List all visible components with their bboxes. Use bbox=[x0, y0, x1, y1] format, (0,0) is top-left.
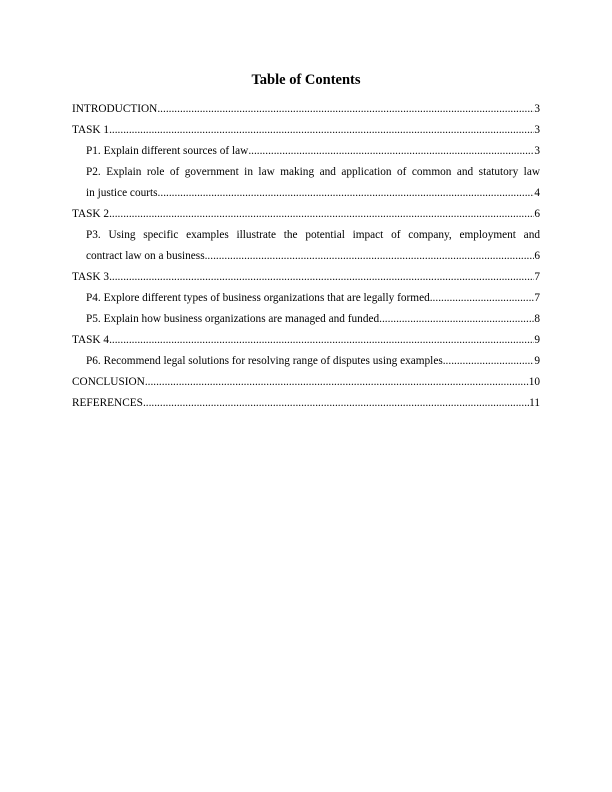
toc-entry-label: INTRODUCTION bbox=[72, 103, 158, 115]
dot-leader bbox=[157, 99, 534, 120]
toc-page-number: 6 bbox=[534, 250, 540, 262]
dot-leader bbox=[205, 246, 535, 267]
toc-entry-task-3[interactable] bbox=[72, 267, 540, 288]
toc-entry-label-line-2: contract law on a business bbox=[86, 250, 205, 262]
toc-page-number: 6 bbox=[534, 208, 540, 220]
toc-page-number: 3 bbox=[534, 103, 540, 115]
toc-page-number: 7 bbox=[534, 292, 540, 304]
dot-leader bbox=[145, 372, 529, 393]
table-of-contents bbox=[72, 99, 540, 414]
toc-entry-label-line-2: in justice courts bbox=[86, 187, 158, 199]
toc-entry-task-1[interactable] bbox=[72, 120, 540, 141]
toc-page-number: 3 bbox=[534, 145, 540, 157]
dot-leader bbox=[143, 393, 529, 414]
toc-entry-label-line-1: P3. Using specific examples illustrate the potential impact of company, employment and bbox=[86, 229, 540, 241]
toc-page-number: 9 bbox=[534, 334, 540, 346]
toc-entry-p5[interactable] bbox=[86, 309, 540, 330]
toc-page-number: 7 bbox=[534, 271, 540, 283]
toc-page-number: 8 bbox=[534, 313, 540, 325]
toc-entry-label: REFERENCES bbox=[72, 397, 143, 409]
toc-entry-label: TASK 4 bbox=[72, 334, 110, 346]
dot-leader bbox=[109, 204, 534, 225]
toc-entry-p2[interactable] bbox=[86, 162, 540, 204]
dot-leader bbox=[379, 309, 534, 330]
dot-leader bbox=[430, 288, 535, 309]
dot-leader bbox=[443, 351, 535, 372]
toc-page-number: 3 bbox=[534, 124, 540, 136]
toc-entry-label: TASK 2 bbox=[72, 208, 110, 220]
toc-entry-label: P6. Recommend legal solutions for resolving range of disputes using examples bbox=[86, 355, 443, 367]
dot-leader bbox=[109, 267, 534, 288]
toc-entry-label: CONCLUSION bbox=[72, 376, 145, 388]
toc-page-number: 4 bbox=[534, 187, 540, 199]
toc-entry-p4[interactable] bbox=[86, 288, 540, 309]
toc-entry-label-line-1: P2. Explain role of government in law making and application of common and statutory law bbox=[86, 166, 540, 178]
dot-leader bbox=[109, 330, 534, 351]
toc-page-number: 11 bbox=[529, 397, 540, 409]
toc-title: Table of Contents bbox=[251, 72, 361, 88]
toc-entry-p3[interactable] bbox=[86, 225, 540, 267]
toc-entry-conclusion[interactable] bbox=[72, 372, 540, 393]
toc-entry-label: TASK 1 bbox=[72, 124, 110, 136]
toc-entry-label: TASK 3 bbox=[72, 271, 110, 283]
toc-entry-p1[interactable] bbox=[86, 141, 540, 162]
toc-entry-task-4[interactable] bbox=[72, 330, 540, 351]
toc-entry-label: P4. Explore different types of business organizations that are legally formed bbox=[86, 292, 430, 304]
toc-entry-label: P1. Explain different sources of law bbox=[86, 145, 249, 157]
toc-entry-introduction[interactable] bbox=[72, 99, 540, 120]
dot-leader bbox=[109, 120, 534, 141]
dot-leader bbox=[248, 141, 534, 162]
toc-page-number: 10 bbox=[528, 376, 540, 388]
dot-leader bbox=[158, 183, 535, 204]
toc-entry-task-2[interactable] bbox=[72, 204, 540, 225]
toc-entry-references[interactable] bbox=[72, 393, 540, 414]
toc-entry-label: P5. Explain how business organizations are managed and funded bbox=[86, 313, 380, 325]
toc-page-number: 9 bbox=[534, 355, 540, 367]
toc-entry-p6[interactable] bbox=[86, 351, 540, 372]
